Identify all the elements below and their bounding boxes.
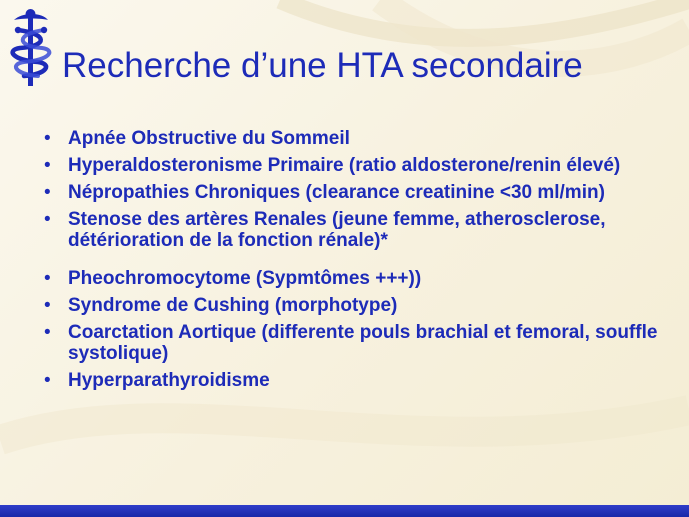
list-item (42, 322, 662, 364)
bullet-icon: • (44, 268, 51, 289)
bullet-icon: • (44, 295, 51, 316)
list-item-text: Hyperaldosteronisme Primaire (ratio aldosterone/renin élevé) (68, 155, 621, 176)
bullet-icon: • (44, 370, 51, 391)
list-item-text: Coarctation Aortique (differente pouls brachial et femoral, souffle systolique) (68, 322, 658, 364)
bullet-list (42, 128, 662, 397)
bullet-icon: • (44, 209, 51, 230)
list-item (42, 209, 662, 251)
bullet-icon: • (44, 322, 51, 343)
list-item (42, 155, 662, 176)
list-item (42, 268, 662, 289)
bullet-icon: • (44, 128, 51, 149)
list-item-text: Apnée Obstructive du Sommeil (68, 128, 350, 149)
list-item-text: Népropathies Chroniques (clearance creatinine <30 ml/min) (68, 182, 605, 203)
list-item (42, 182, 662, 203)
list-item-text: Pheochromocytome (Sypmtômes +++)) (68, 268, 422, 289)
list-item (42, 370, 662, 391)
bottom-bar (0, 505, 689, 517)
list-item-text: Stenose des artères Renales (jeune femme, atherosclerose, détérioration de la fonction rénale)* (68, 209, 606, 251)
bullet-icon: • (44, 182, 51, 203)
list-item (42, 295, 662, 316)
caduceus-logo (8, 8, 54, 88)
slide-title: Recherche d’une HTA secondaire (62, 46, 583, 85)
bullet-icon: • (44, 155, 51, 176)
list-item-text: Hyperparathyroidisme (68, 370, 270, 391)
list-item (42, 128, 662, 149)
list-item-text: Syndrome de Cushing (morphotype) (68, 295, 398, 316)
